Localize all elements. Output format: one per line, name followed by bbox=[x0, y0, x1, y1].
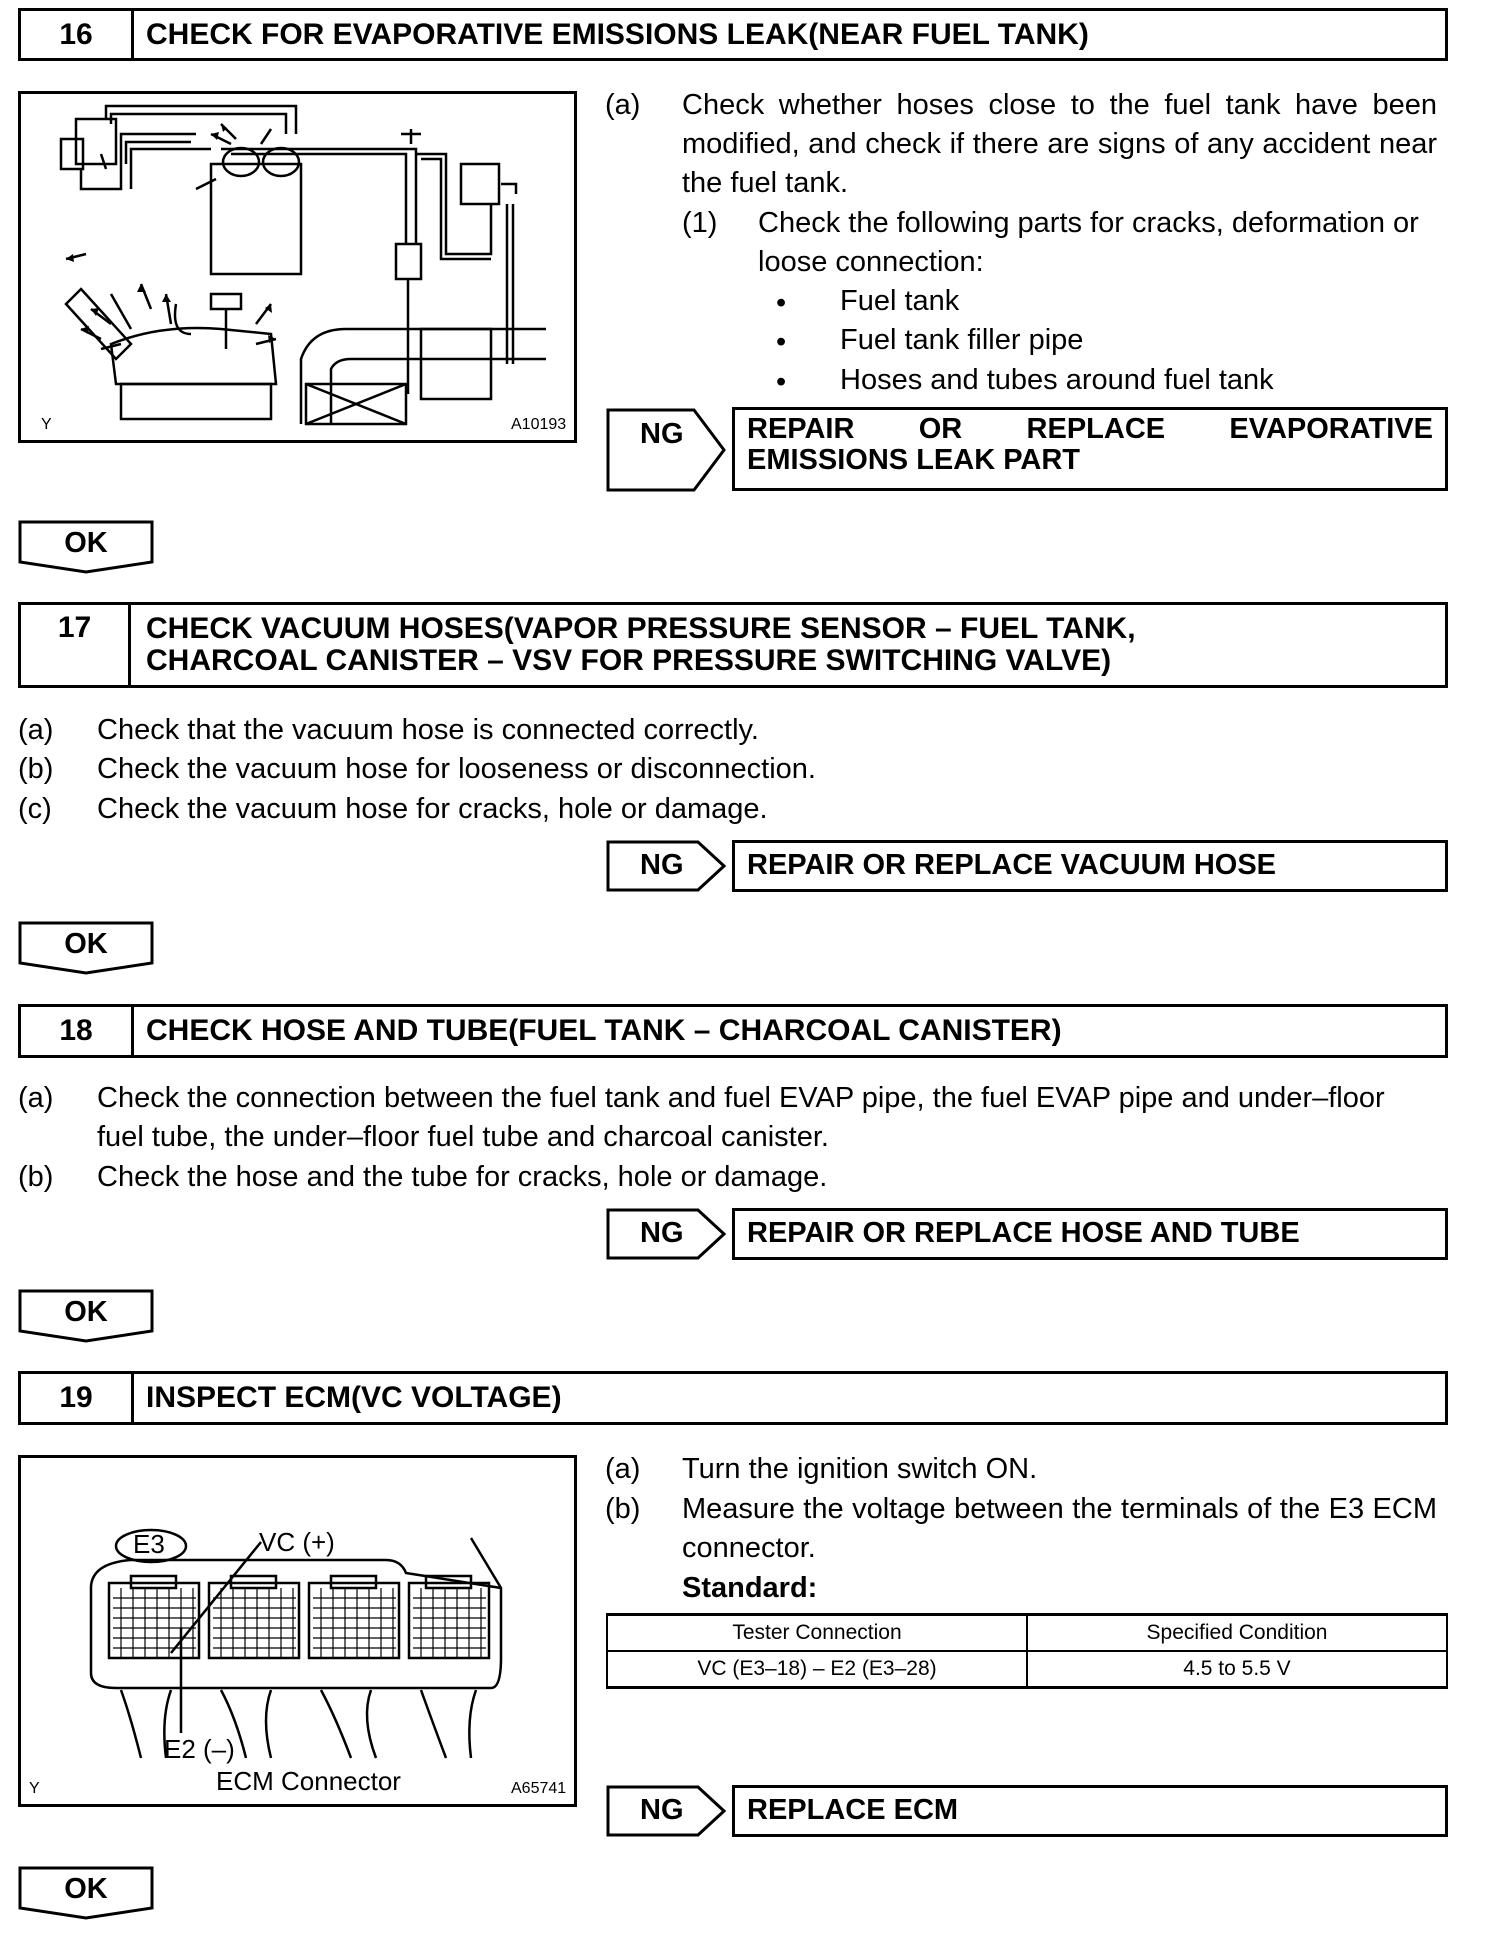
item-label: (b) bbox=[18, 753, 54, 785]
table-header-cell: Specified Condition bbox=[1027, 1615, 1447, 1652]
figure-corner-mark: Y bbox=[41, 416, 52, 433]
bullet-item: Fuel tank bbox=[840, 285, 960, 317]
step-number: 19 bbox=[21, 1374, 134, 1422]
item-label: (a) bbox=[18, 1082, 54, 1114]
figure-id: A65741 bbox=[511, 1780, 567, 1797]
step-title: CHECK HOSE AND TUBE(FUEL TANK – CHARCOAL CANISTER) bbox=[146, 1014, 1062, 1047]
item-text: Check that the vacuum hose is connected correctly. bbox=[97, 714, 759, 746]
ng-label: NG bbox=[640, 1794, 684, 1826]
ok-label: OK bbox=[64, 527, 108, 559]
ok-label: OK bbox=[64, 928, 108, 960]
ng-action-box bbox=[732, 407, 1448, 491]
bullet-item: Fuel tank filler pipe bbox=[840, 324, 1084, 356]
vc-terminal-label: VC (+) bbox=[259, 1527, 335, 1557]
spec-table bbox=[606, 1613, 1448, 1689]
ok-label: OK bbox=[64, 1873, 108, 1905]
item-label: (a) bbox=[605, 1453, 641, 1485]
step-19-header bbox=[18, 1371, 1448, 1425]
table-row bbox=[607, 1651, 1447, 1688]
figure-corner-mark: Y bbox=[29, 1780, 40, 1797]
step-title-line: CHECK VACUUM HOSES(VAPOR PRESSURE SENSOR – FUEL TANK, bbox=[146, 612, 1136, 645]
item-label: (b) bbox=[18, 1161, 54, 1193]
e2-terminal-label: E2 (–) bbox=[164, 1734, 235, 1764]
item-text: Turn the ignition switch ON. bbox=[682, 1453, 1038, 1485]
item-text: Check the vacuum hose for looseness or disconnection. bbox=[97, 753, 816, 785]
step-number: 16 bbox=[21, 11, 134, 58]
item-text: Check the connection between the fuel tank and fuel EVAP pipe, the fuel EVAP pipe and under–floor bbox=[97, 1082, 1385, 1114]
fuel-tank-illustration bbox=[21, 94, 574, 440]
item-label: (b) bbox=[605, 1493, 641, 1525]
step-number: 17 bbox=[21, 605, 131, 685]
ng-action-box bbox=[732, 1208, 1448, 1260]
table-header-row bbox=[607, 1615, 1447, 1652]
step-16-header bbox=[18, 8, 1448, 61]
ng-action-text: REPLACE ECM bbox=[747, 1794, 959, 1826]
standard-label: Standard: bbox=[682, 1572, 818, 1604]
item-text: Check the hose and the tube for cracks, hole or damage. bbox=[97, 1161, 828, 1193]
ng-action-text: REPAIR OR REPLACE VACUUM HOSE bbox=[747, 849, 1277, 881]
item-label: (1) bbox=[682, 207, 718, 239]
step-title: INSPECT ECM(VC VOLTAGE) bbox=[146, 1381, 562, 1414]
table-cell: VC (E3–18) – E2 (E3–28) bbox=[607, 1651, 1027, 1688]
ok-label: OK bbox=[64, 1296, 108, 1328]
step-18-header bbox=[18, 1004, 1448, 1058]
ng-action-box bbox=[732, 1785, 1448, 1837]
ng-action-text: REPAIR OR REPLACE HOSE AND TUBE bbox=[747, 1217, 1300, 1249]
fuel-tank-diagram bbox=[18, 91, 577, 443]
ng-label: NG bbox=[640, 418, 684, 450]
bullet-icon: • bbox=[776, 366, 787, 398]
ng-action-text: REPAIR OR REPLACE EVAPORATIVE EMISSIONS LEAK PART bbox=[747, 413, 1433, 476]
step-title: CHECK FOR EVAPORATIVE EMISSIONS LEAK(NEAR FUEL TANK) bbox=[146, 17, 1089, 51]
table-header-cell: Tester Connection bbox=[607, 1615, 1027, 1652]
bullet-icon: • bbox=[776, 326, 787, 358]
ng-action-box bbox=[732, 840, 1448, 892]
item-text: Check the following parts for cracks, deformation or loose connection: bbox=[758, 207, 1419, 278]
bullet-item: Hoses and tubes around fuel tank bbox=[840, 364, 1274, 396]
item-label: (c) bbox=[18, 793, 52, 825]
step-title-line: CHARCOAL CANISTER – VSV FOR PRESSURE SWITCHING VALVE) bbox=[146, 644, 1112, 677]
figure-caption: ECM Connector bbox=[216, 1766, 401, 1796]
item-text: Check whether hoses close to the fuel tank have been modified, and check if there are signs of any accident near the fuel tank. bbox=[682, 89, 1437, 199]
table-cell: 4.5 to 5.5 V bbox=[1027, 1651, 1447, 1688]
item-text: Check the vacuum hose for cracks, hole or damage. bbox=[97, 793, 768, 825]
ecm-connector-illustration bbox=[21, 1458, 574, 1804]
connector-label: E3 bbox=[133, 1529, 165, 1559]
step-number: 18 bbox=[21, 1007, 134, 1055]
item-text: fuel tube, the under–floor fuel tube and charcoal canister. bbox=[97, 1121, 829, 1153]
item-text: Measure the voltage between the terminals of the E3 ECM connector. bbox=[682, 1493, 1437, 1564]
step-17-header bbox=[18, 602, 1448, 688]
item-label: (a) bbox=[605, 89, 641, 121]
step-title bbox=[146, 605, 1435, 685]
ecm-connector-diagram bbox=[18, 1455, 577, 1807]
ng-label: NG bbox=[640, 849, 684, 881]
ng-label: NG bbox=[640, 1217, 684, 1249]
figure-id: A10193 bbox=[511, 416, 567, 433]
item-label: (a) bbox=[18, 714, 54, 746]
bullet-icon: • bbox=[776, 287, 787, 319]
